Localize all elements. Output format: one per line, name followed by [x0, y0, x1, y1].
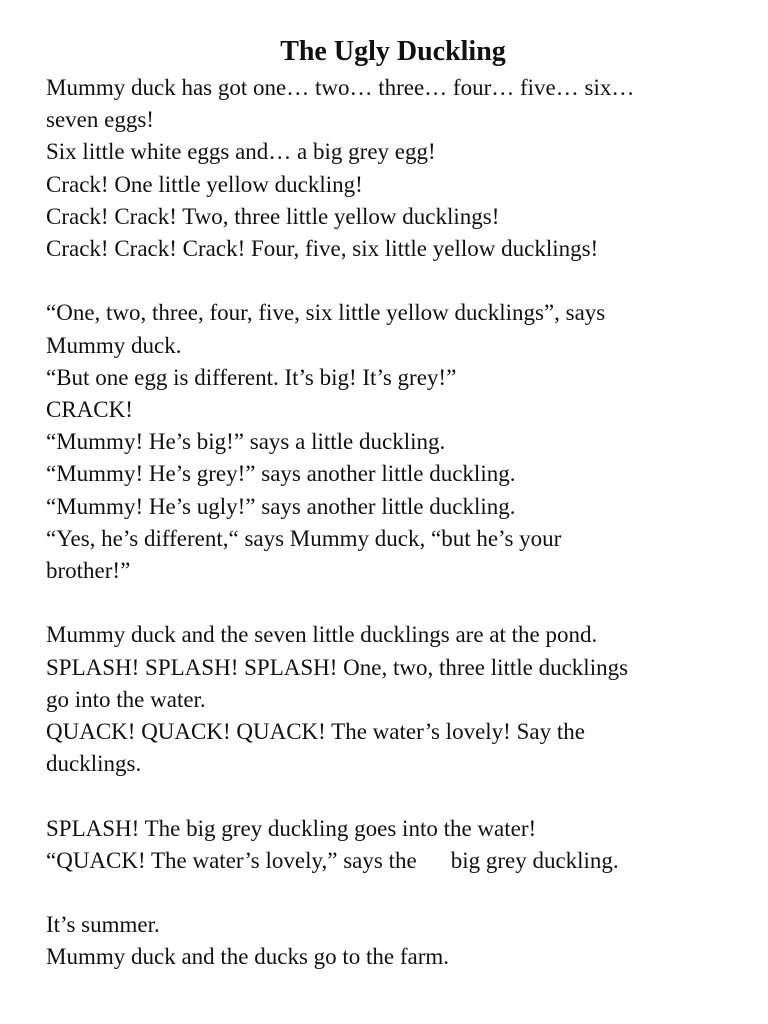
text-fragment: “QUACK! The water’s lovely,” says the: [46, 847, 417, 873]
text-line: Mummy duck and the seven little ducklings are at the pond.: [46, 622, 598, 648]
text-line: Six little white eggs and… a big grey egg!: [46, 139, 436, 165]
paragraph-summer: [46, 909, 746, 973]
text-line: Mummy duck.: [46, 332, 182, 358]
text-line: go into the water.: [46, 686, 206, 712]
text-line: Crack! One little yellow duckling!: [46, 171, 363, 197]
text-line: “But one egg is different. It’s big! It’s grey!”: [46, 364, 457, 390]
document-title: The Ugly Duckling: [280, 36, 506, 67]
text-line: Crack! Crack! Crack! Four, five, six little yellow ducklings!: [46, 236, 599, 262]
text-line: CRACK!: [46, 397, 133, 423]
text-line: Mummy duck and the ducks go to the farm.: [46, 944, 450, 970]
paragraph-grey-duckling: [46, 813, 746, 877]
text-line: “Mummy! He’s ugly!” says another little duckling.: [46, 493, 516, 519]
text-line: Mummy duck has got one… two… three… four… five… six…: [46, 75, 635, 100]
text-line: SPLASH! The big grey duckling goes into the water!: [46, 815, 537, 841]
story-body: [46, 72, 746, 974]
paragraph-hatching: [46, 297, 746, 587]
text-line: “Mummy! He’s grey!” says another little duckling.: [46, 461, 516, 487]
text-line: Crack! Crack! Two, three little yellow ducklings!: [46, 203, 500, 229]
text-line: brother!”: [46, 558, 131, 584]
text-fragment: big grey duckling.: [450, 847, 619, 873]
text-line: ducklings.: [46, 751, 142, 777]
text-line: “Yes, he’s different,“ says Mummy duck, “but he’s your: [46, 525, 562, 551]
text-line: “One, two, three, four, five, six little yellow ducklings”, says: [46, 300, 606, 326]
text-line-split: [46, 845, 746, 877]
text-line: It’s summer.: [46, 912, 160, 938]
text-line: QUACK! QUACK! QUACK! The water’s lovely! Say the: [46, 719, 585, 745]
text-line: “Mummy! He’s big!” says a little duckling.: [46, 429, 446, 455]
paragraph-eggs: [46, 72, 746, 265]
paragraph-pond: [46, 619, 746, 780]
text-line: seven eggs!: [46, 107, 154, 133]
text-line: SPLASH! SPLASH! SPLASH! One, two, three little ducklings: [46, 654, 629, 680]
